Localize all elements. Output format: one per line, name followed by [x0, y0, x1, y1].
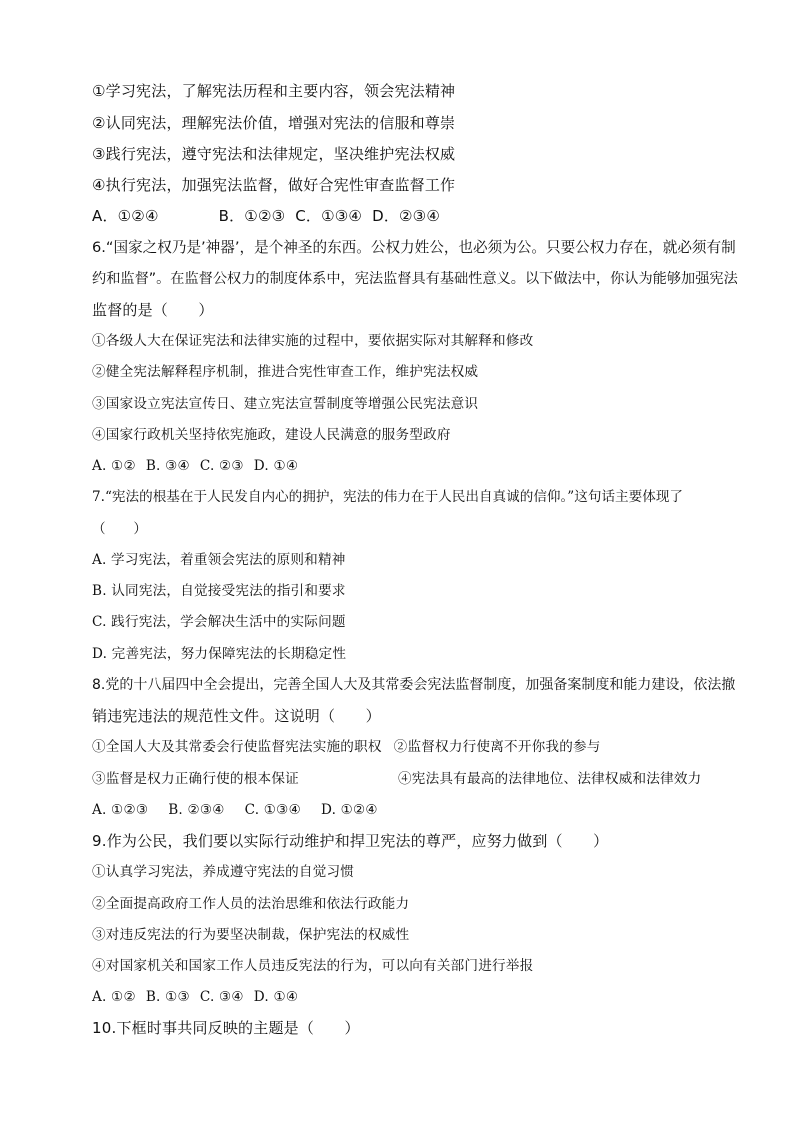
q9-item-4: ④对国家机关和国家工作人员违反宪法的行为，可以向有关部门进行举报 [92, 958, 534, 974]
q7-option-a: A. 学习宪法，着重领会宪法的原则和精神 [92, 552, 346, 568]
q8-item-1: ①全国人大及其常委会行使监督宪法实施的职权 [92, 739, 382, 755]
q9-item-1: ①认真学习宪法，养成遵守宪法的自觉习惯 [92, 864, 355, 880]
q6-option-b: B. ③④ [145, 458, 190, 474]
q6-option-c: C. ②③ [199, 458, 244, 474]
q9-options [92, 987, 298, 1007]
q6-option-d: D. ①④ [253, 458, 299, 474]
q5-item-1: ①学习宪法，了解宪法历程和主要内容，领会宪法精神 [92, 82, 456, 100]
q6-item-1: ①各级人大在保证宪法和法律实施的过程中，要依据实际对其解释和修改 [92, 333, 534, 349]
q9-item-2: ②全面提高政府工作人员的法治思维和依法行政能力 [92, 896, 410, 912]
q5-item-2: ②认同宪法，理解宪法价值，增强对宪法的信服和尊崇 [92, 114, 456, 132]
q7-option-b: B. 认同宪法，自觉接受宪法的指引和要求 [92, 583, 346, 599]
q10-stem-line-1: 10.下框时事共同反映的主题是（ ） [92, 1019, 360, 1037]
q6-item-3: ③国家设立宪法宣传日、建立宪法宣誓制度等增强公民宪法意识 [92, 396, 479, 412]
q8-items-row-2 [92, 769, 701, 789]
q8-option-c: C. ①③④ [244, 802, 301, 818]
q5-option-c: C．①③④ [295, 207, 363, 225]
q7-option-c: C. 践行宪法，学会解决生活中的实际问题 [92, 614, 346, 630]
q8-option-a: A. ①②③ [92, 802, 149, 818]
q6-stem-line-2: 约和监督”。在监督公权力的制度体系中，宪法监督具有基础性意义。以下做法中，你认为能够加强宪法 [92, 271, 738, 287]
q5-item-4: ④执行宪法，加强宪法监督，做好合宪性审查监督工作 [92, 176, 456, 194]
q9-stem-line-1: 9.作为公民，我们要以实际行动维护和捍卫宪法的尊严，应努力做到（ ） [92, 832, 609, 850]
q6-item-2: ②健全宪法解释程序机制，推进合宪性审查工作，维护宪法权威 [92, 364, 479, 380]
q9-item-3: ③对违反宪法的行为要坚决制裁，保护宪法的权威性 [92, 927, 410, 943]
q6-stem-line-3: 监督的是（ ） [92, 301, 214, 319]
q8-item-4: ④宪法具有最高的法律地位、法律权威和法律效力 [398, 771, 702, 787]
q6-item-4: ④国家行政机关坚持依宪施政，建设人民满意的服务型政府 [92, 427, 451, 443]
q8-options [92, 800, 378, 820]
q5-option-a: A．①②④ [92, 207, 159, 225]
q9-option-c: C. ③④ [199, 989, 244, 1005]
q7-stem-line-2: （ ） [92, 521, 148, 537]
q9-option-d: D. ①④ [253, 989, 299, 1005]
q8-item-2: ②监督权力行使离不开你我的参与 [393, 739, 601, 755]
q7-option-d: D. 完善宪法，努力保障宪法的长期稳定性 [92, 646, 347, 662]
q8-option-b: B. ②③④ [168, 802, 225, 818]
q9-option-a: A. ①② [92, 989, 136, 1005]
q8-stem-line-2: 销违宪违法的规范性文件。这说明（ ） [92, 707, 381, 725]
q6-stem-line-1: 6.“国家之权乃是’神器’，是个神圣的东西。公权力姓公，也必须为公。只要公权力存在，就必须有制 [92, 239, 736, 256]
q9-option-b: B. ①③ [145, 989, 190, 1005]
q5-options [92, 206, 440, 226]
q8-option-d: D. ①②④ [320, 802, 378, 818]
q8-stem-line-1: 8.党的十八届四中全会提出，完善全国人大及其常委会宪法监督制度，加强备案制度和能力建设，依法撤 [92, 677, 736, 693]
q6-option-a: A. ①② [92, 458, 136, 474]
q7-stem-line-1: 7.“宪法的根基在于人民发自内心的拥护，宪法的伟力在于人民出自真诚的信仰。”这句话主要体现了 [92, 489, 684, 505]
q8-item-3: ③监督是权力正确行使的根本保证 [92, 771, 299, 787]
q5-option-b: B．①②③ [218, 207, 286, 225]
q5-option-d: D．②③④ [372, 207, 440, 225]
q5-item-3: ③践行宪法，遵守宪法和法律规定，坚决维护宪法权威 [92, 145, 456, 163]
q6-options [92, 456, 298, 476]
q8-items-row-1 [92, 737, 601, 757]
